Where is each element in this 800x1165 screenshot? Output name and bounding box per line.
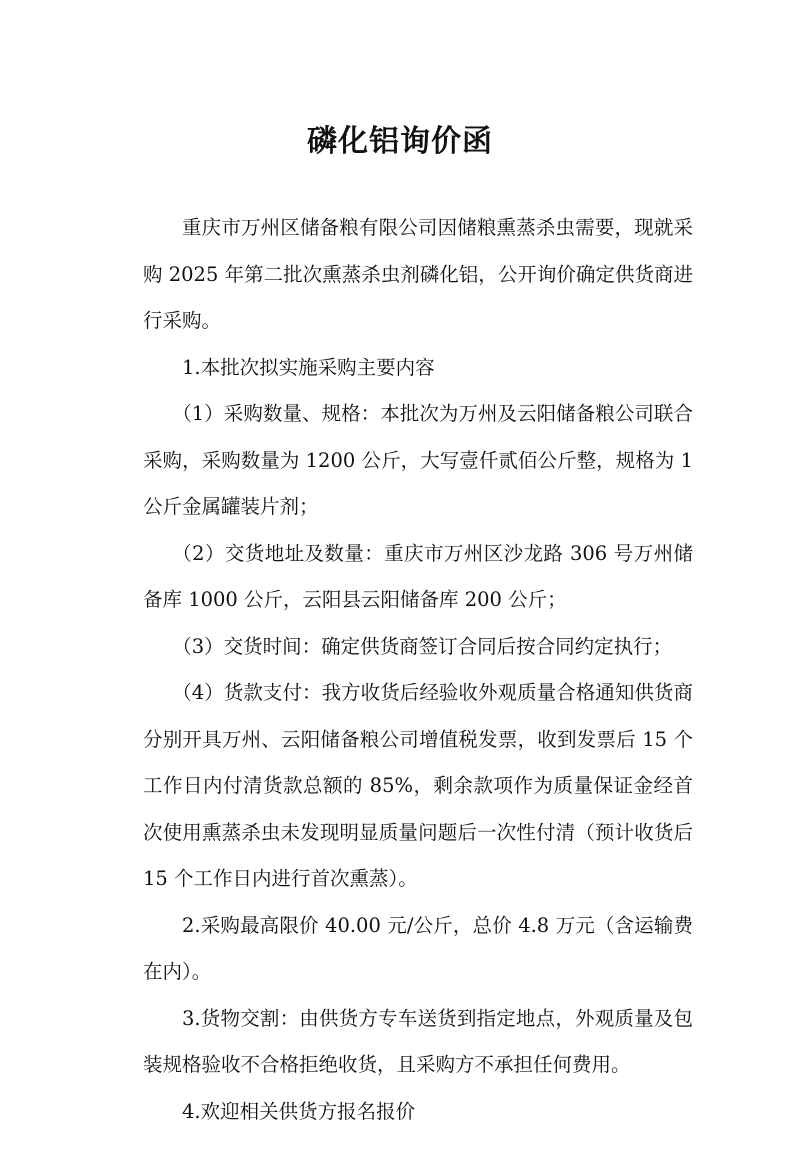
intro-paragraph: 重庆市万州区储备粮有限公司因储粮熏蒸杀虫需要，现就采购 2025 年第二批次熏蒸杀虫剂磷化铝，公开询价确定供货商进行采购。 <box>143 216 693 332</box>
section-2-price-limit: 2.采购最高限价 40.00 元/公斤，总价 4.8 万元（含运输费在内）。 <box>143 913 693 983</box>
item-payment: （4）货款支付：我方收货后经验收外观质量合格通知供货商分别开具万州、云阳储备粮公司增值税发票，收到发票后 15 个工作日内付清货款总额的 85%，剩余款项作为质量保证金经首次使用熏蒸杀虫未发现明显质量问题后一次性付清（预计收货后 15 个工作日内进行首次熏蒸）。 <box>143 681 693 890</box>
section-3-delivery: 3.货物交割：由供货方专车送货到指定地点，外观质量及包装规格验收不合格拒绝收货，且采购方不承担任何费用。 <box>143 1006 693 1076</box>
item-delivery-time: （3）交货时间：确定供货商签订合同后按合同约定执行； <box>172 634 673 658</box>
document-body <box>143 205 693 1135</box>
section-4-invitation: 4.欢迎相关供货方报名报价 <box>182 1099 416 1123</box>
section-1-heading: 1.本批次拟实施采购主要内容 <box>182 355 435 379</box>
item-delivery-address: （2）交货地址及数量：重庆市万州区沙龙路 306 号万州储备库 1000 公斤，云阳县云阳储备库 200 公斤； <box>143 541 693 611</box>
document-title: 磷化铝询价函 <box>307 124 493 159</box>
item-quantity-spec: （1）采购数量、规格：本批次为万州及云阳储备粮公司联合采购，采购数量为 1200 公斤，大写壹仟贰佰公斤整，规格为 1 公斤金属罐装片剂； <box>143 402 693 518</box>
